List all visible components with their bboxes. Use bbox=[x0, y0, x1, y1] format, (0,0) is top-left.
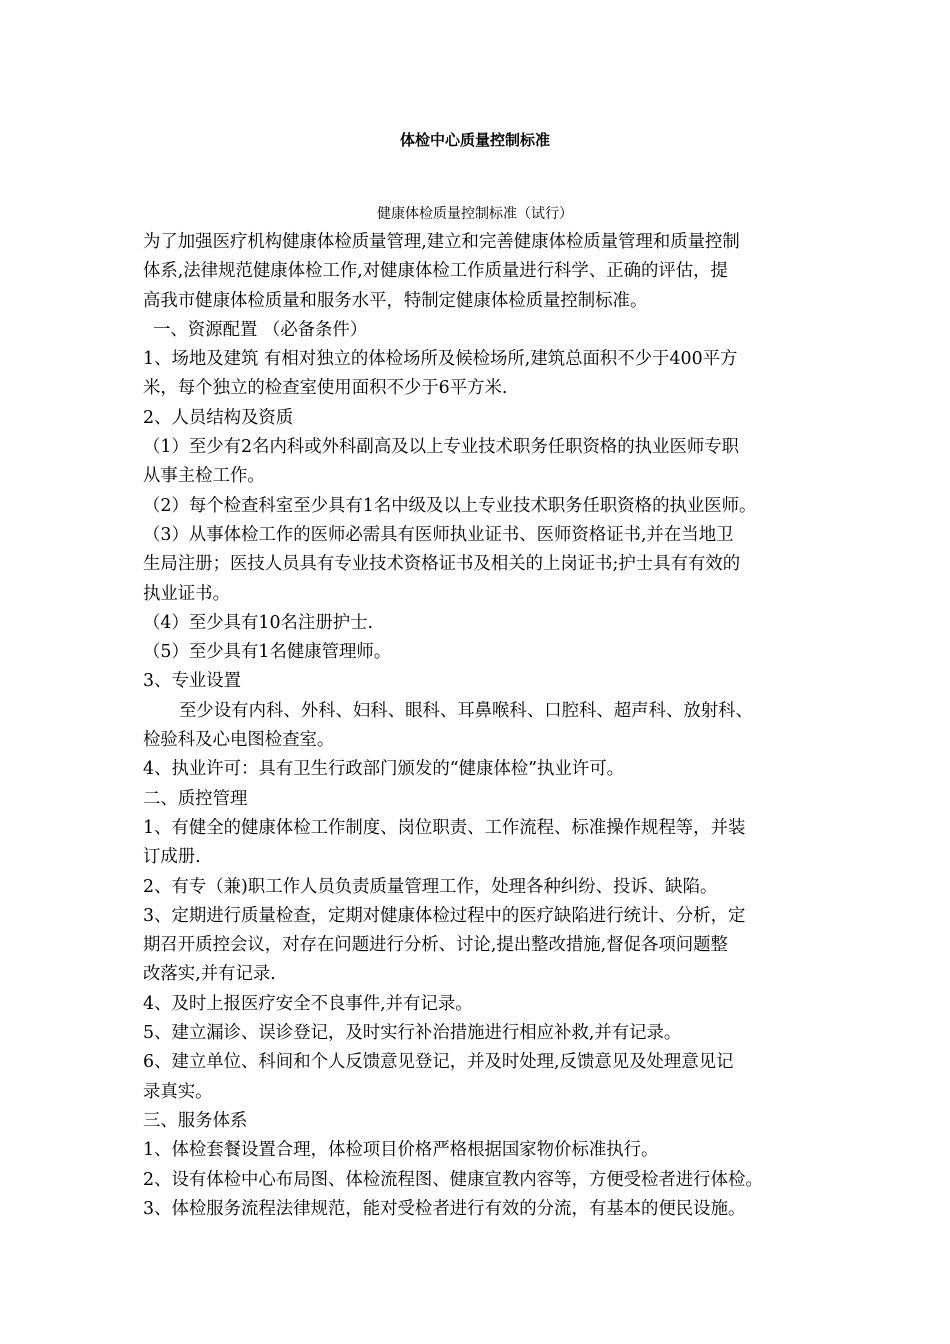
paragraph-line: 改落实,并有记录. bbox=[143, 964, 276, 985]
subsection-heading: 2、人员结构及资质 bbox=[143, 407, 294, 428]
paragraph-line: 米，每个独立的检查室使用面积不少于6平方米. bbox=[143, 378, 508, 399]
list-item: （4）至少具有10名注册护士. bbox=[143, 612, 374, 633]
paragraph-line: 为了加强医疗机构健康体检质量管理,建立和完善健康体检质量管理和质量控制 bbox=[143, 232, 740, 252]
list-item: （3）从事体检工作的医师必需具有医师执业证书、医师资格证书,并在当地卫 bbox=[143, 524, 734, 545]
paragraph-line: 5、建立漏诊、误诊登记，及时实行补治措施进行相应补救,并有记录。 bbox=[143, 1023, 682, 1044]
list-item: （1）至少有2名内科或外科副高及以上专业技术职务任职资格的执业医师专职 bbox=[143, 437, 740, 458]
document-subtitle: 健康体检质量控制标准（试行） bbox=[377, 206, 573, 222]
document-title: 体检中心质量控制标准 bbox=[399, 131, 550, 149]
paragraph-line: 1、体检套餐设置合理，体检项目价格严格根据国家物价标准执行。 bbox=[143, 1140, 659, 1161]
paragraph-line: 2、有专（兼)职工作人员负责质量管理工作，处理各种纠纷、投诉、缺陷。 bbox=[143, 876, 718, 897]
subsection-heading: 3、专业设置 bbox=[143, 671, 242, 692]
paragraph-line: 期召开质控会议，对存在问题进行分析、讨论,提出整改措施,督促各项问题整 bbox=[143, 935, 728, 956]
paragraph-line: 生局注册；医技人员具有专业技术资格证书及相关的上岗证书;护士具有有效的 bbox=[143, 554, 741, 575]
document-body bbox=[143, 228, 823, 1224]
paragraph-line: 至少设有内科、外科、妇科、眼科、耳鼻喉科、口腔科、超声科、放射科、 bbox=[179, 700, 753, 721]
section-heading: 一、资源配置 （必备条件） bbox=[153, 319, 368, 340]
paragraph-line: 检验科及心电图检查室。 bbox=[143, 730, 335, 751]
paragraph-line: 2、设有体检中心布局图、体检流程图、健康宣教内容等，方便受检者进行体检。 bbox=[143, 1169, 763, 1190]
paragraph-line: 执业证书。 bbox=[143, 583, 230, 604]
paragraph-line: 3、体检服务流程法律规范，能对受检者进行有效的分流，有基本的便民设施。 bbox=[143, 1198, 746, 1219]
paragraph-line: 从事主检工作。 bbox=[143, 466, 265, 487]
paragraph-line: 订成册. bbox=[143, 847, 201, 868]
list-item: （2）每个检查科室至少具有1名中级及以上专业技术职务任职资格的执业医师。 bbox=[143, 495, 757, 516]
paragraph-line: 录真实。 bbox=[143, 1081, 213, 1102]
list-item: （5）至少具有1名健康管理师。 bbox=[143, 642, 392, 663]
section-heading: 三、服务体系 bbox=[143, 1110, 248, 1131]
paragraph-line: 高我市健康体检质量和服务水平，特制定健康体检质量控制标准。 bbox=[143, 290, 648, 311]
paragraph-line: 1、有健全的健康体检工作制度、岗位职责、工作流程、标准操作规程等，并装 bbox=[143, 817, 746, 838]
paragraph-line: 4、及时上报医疗安全不良事件,并有记录。 bbox=[143, 993, 473, 1014]
paragraph-line: 3、定期进行质量检查，定期对健康体检过程中的医疗缺陷进行统计、分析，定 bbox=[143, 905, 746, 926]
paragraph-line: 6、建立单位、科间和个人反馈意见登记，并及时处理,反馈意见及处理意见记 bbox=[143, 1052, 734, 1073]
paragraph-line: 1、场地及建筑 有相对独立的体检场所及候检场所,建筑总面积不少于400平方 bbox=[143, 349, 738, 370]
section-heading: 二、质控管理 bbox=[143, 788, 248, 809]
paragraph-line: 体系,法律规范健康体检工作,对健康体检工作质量进行科学、正确的评估，提 bbox=[143, 261, 728, 282]
paragraph-line: 4、执业许可：具有卫生行政部门颁发的“健康体检”执业许可。 bbox=[143, 759, 625, 780]
